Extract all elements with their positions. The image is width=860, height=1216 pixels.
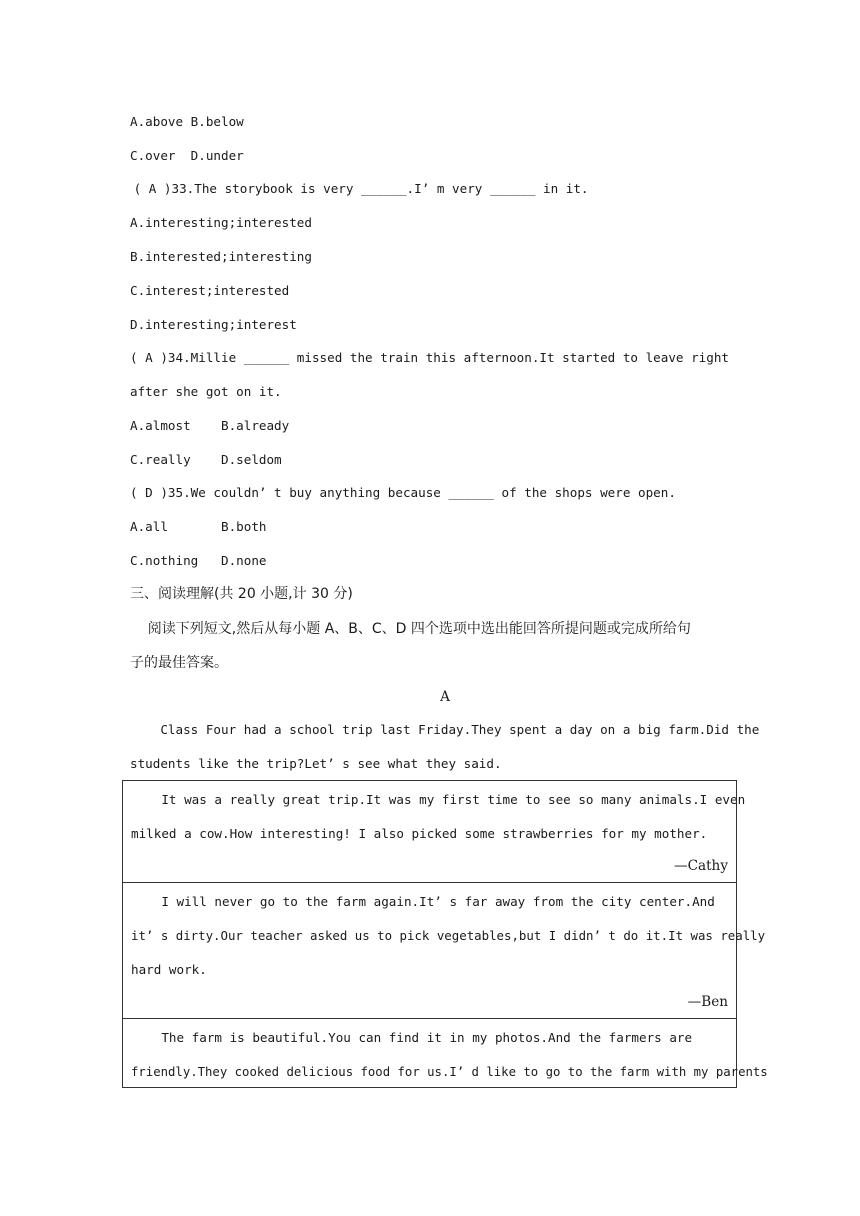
q34-options-ab: A.almost B.already: [130, 418, 290, 433]
comment-ben-line3: hard work.: [131, 962, 207, 977]
q32-options-cd: C.over D.under: [130, 148, 244, 163]
q34-options-cd: C.really D.seldom: [130, 452, 282, 467]
comment-cathy-line2: milked a cow.How interesting! I also picked some strawberries for my mother.: [131, 826, 708, 841]
comment-cathy-author: —Cathy: [674, 858, 728, 874]
section-heading: 三、阅读理解(共 20 小题,计 30 分): [130, 586, 353, 602]
passage-intro-line1: Class Four had a school trip last Friday.They spent a day on a big farm.Did the: [130, 722, 760, 737]
q32-options-ab: A.above B.below: [130, 114, 244, 129]
passage-label: A: [440, 689, 450, 705]
comment-third-line1: The farm is beautiful.You can find it in my photos.And the farmers are: [131, 1030, 693, 1045]
comment-third: [122, 1018, 768, 1088]
q33-option-c: C.interest;interested: [130, 283, 290, 298]
q34-stem-line1: ( A )34.Millie ______ missed the train this afternoon.It started to leave right: [130, 350, 729, 365]
section-instruction-line1: 阅读下列短文,然后从每小题 A、B、C、D 四个选项中选出能回答所提问题或完成所给句: [130, 621, 691, 637]
comment-ben: [122, 882, 766, 1019]
q33-option-d: D.interesting;interest: [130, 317, 297, 332]
q35-options-cd: C.nothing D.none: [130, 553, 267, 568]
q33-option-a: A.interesting;interested: [130, 215, 312, 230]
q33-stem: ( A )33.The storybook is very ______.I’ m very ______ in it.: [126, 181, 589, 196]
q34-stem-line2: after she got on it.: [130, 384, 282, 399]
comment-ben-line1: I will never go to the farm again.It’ s far away from the city center.And: [131, 894, 715, 909]
q35-options-ab: A.all B.both: [130, 519, 267, 534]
comment-cathy-line1: It was a really great trip.It was my first time to see so many animals.I even: [131, 792, 746, 807]
passage-intro-line2: students like the trip?Let’ s see what they said.: [130, 756, 502, 771]
comment-ben-author: —Ben: [687, 994, 728, 1010]
comment-ben-line2: it’ s dirty.Our teacher asked us to pick vegetables,but I didn’ t do it.It was really: [131, 928, 766, 943]
q35-stem: ( D )35.We couldn’ t buy anything because ______ of the shops were open.: [130, 485, 676, 500]
comment-cathy: [122, 780, 746, 883]
section-instruction-line2: 子的最佳答案。: [130, 655, 228, 671]
q33-option-b: B.interested;interesting: [130, 249, 312, 264]
comment-third-line2: friendly.They cooked delicious food for us.I’ d like to go to the farm with my parents: [131, 1065, 768, 1079]
